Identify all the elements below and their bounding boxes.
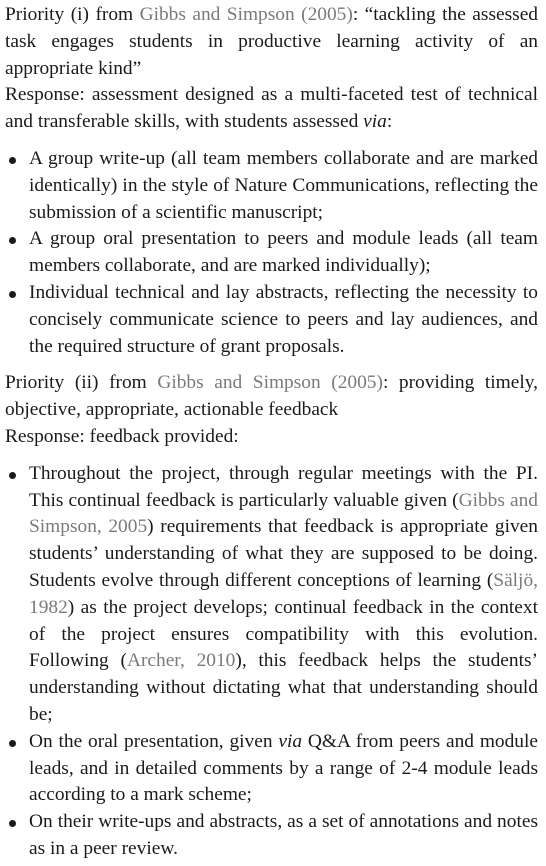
- list-item-text: ) requirements that feedback is appropriate given students’ understanding of what they are supposed to be doing. Students evolve through different conceptions of learning (: [29, 516, 538, 591]
- list-item: [5, 461, 538, 729]
- list-item-via: via: [278, 730, 303, 752]
- priority-1-quote: : “tackling the assessed task engages students in productive learning activity of an appropriate kind”: [5, 4, 539, 79]
- citation-saljo[interactable]: Säljö, 1982: [29, 569, 538, 618]
- priority-2-statement: [5, 370, 538, 424]
- list-item: [5, 280, 538, 360]
- response-1-suffix: :: [386, 111, 393, 133]
- list-item-text: ), this feedback helps the students’ understanding without dictating what that understanding should be;: [29, 650, 538, 725]
- priority-2-text: : providing timely, objective, appropriate, actionable feedback: [5, 372, 538, 421]
- citation-gibbs-simpson[interactable]: Gibbs and Simpson, 2005: [29, 489, 538, 538]
- list-item: [5, 226, 538, 280]
- citation-archer[interactable]: Archer, 2010: [126, 650, 236, 672]
- list-item-text: ) as the project develops; continual feedback in the context of the project ensures compatibility with this evolution. Following (: [29, 596, 538, 672]
- list-item-text: Individual technical and lay abstracts, reflecting the necessity to concisely communicate science to peers and lay audiences, and the required structure of grant proposals.: [29, 281, 538, 357]
- priority-2-response: Response: feedback provided:: [5, 425, 239, 447]
- response-1-text: Response: assessment designed as a multi-faceted test of technical and transferable skills, with students assessed: [5, 84, 538, 133]
- citation-gibbs-simpson[interactable]: Gibbs and Simpson (2005): [139, 4, 353, 25]
- list-item: [5, 729, 538, 809]
- list-item: [5, 809, 538, 863]
- bullet-icon: [9, 237, 16, 244]
- list-item: [5, 146, 538, 226]
- assessment-list: [5, 146, 538, 360]
- list-item-text: Q&A from peers and module leads, and in detailed comments by a range of 2-4 module leads according to a mark scheme;: [29, 730, 538, 806]
- list-item-text: Throughout the project, through regular meetings with the PI. This continual feedback is particularly valuable given (: [29, 462, 538, 511]
- list-item-text: A group write-up (all team members collaborate and are marked identically) in the style of Nature Communications, reflecting the submission of a scientific manuscript;: [29, 147, 538, 223]
- response-1-via: via: [363, 111, 387, 133]
- priority-1-response: [5, 82, 538, 136]
- bullet-icon: [9, 291, 16, 298]
- bullet-icon: [9, 157, 16, 164]
- bullet-icon: [9, 740, 16, 747]
- citation-gibbs-simpson[interactable]: Gibbs and Simpson (2005): [157, 372, 383, 394]
- list-item-text: On the oral presentation, given: [29, 730, 279, 752]
- list-item-text: A group oral presentation to peers and module leads (all team members collaborate, and are marked individually);: [29, 228, 538, 277]
- priority-2-prefix: Priority (ii) from: [5, 372, 158, 394]
- priority-1-prefix: Priority (i) from: [5, 4, 140, 25]
- feedback-list: [5, 461, 538, 863]
- bullet-icon: [9, 472, 16, 479]
- priority-1-statement: [5, 2, 538, 82]
- list-item-text: On their write-ups and abstracts, as a set of annotations and notes as in a peer review.: [29, 811, 538, 859]
- bullet-icon: [9, 820, 16, 827]
